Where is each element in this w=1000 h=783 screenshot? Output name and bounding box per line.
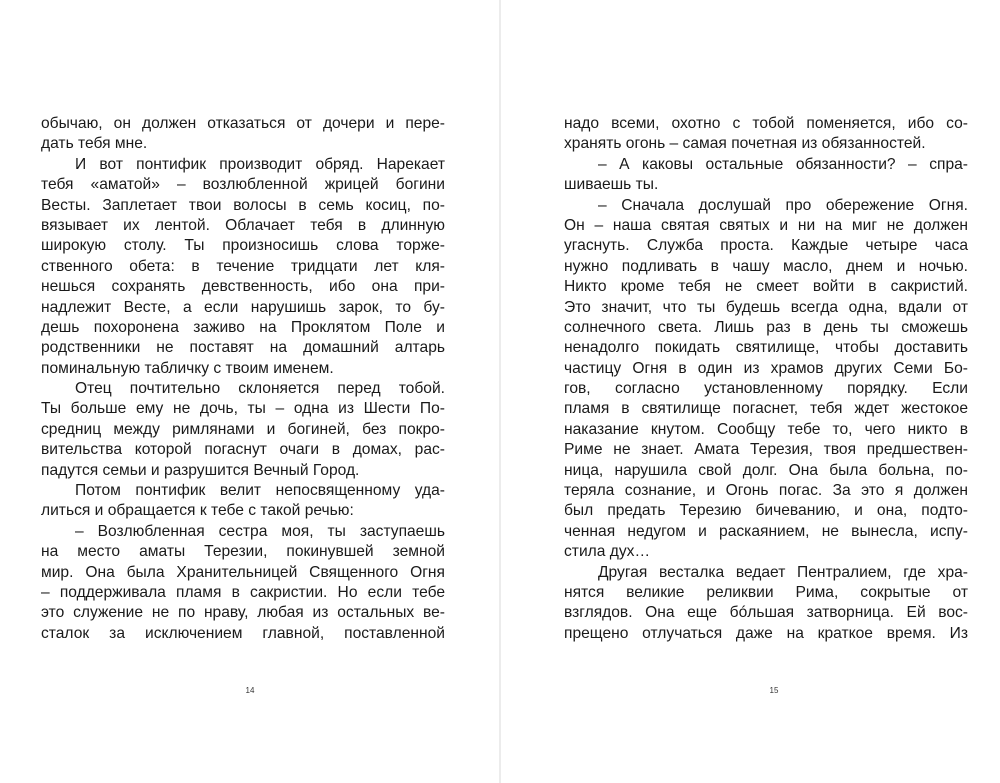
text-line: гов, согласно установленному порядку. Если	[564, 380, 968, 398]
left-page-text	[41, 114, 445, 644]
text-line: хранять огонь – самая почетная из обязанностей.	[564, 135, 926, 153]
text-line: ченная недугом и раскаянием, не вынесла, испу-	[564, 522, 968, 540]
text-line: вязывает их лентой. Облачает тебя в длинную	[41, 216, 445, 234]
text-line: Риме не знает. Амата Терезия, твоя предшествен-	[564, 441, 968, 459]
text-line: Он – наша святая святых и ни на миг не должен	[564, 216, 968, 234]
right-page-text	[564, 114, 968, 644]
text-line: на место аматы Терезии, покинувшей земной	[41, 543, 445, 561]
text-line: широкую столу. Ты произносишь слова торже-	[41, 237, 445, 255]
text-line: Другая весталка ведает Пентралием, где хра-	[598, 563, 968, 581]
text-line: ница, нарушила свой долг. Она была больна, по-	[564, 461, 968, 479]
text-line: стила дух…	[564, 543, 651, 561]
text-line: Это значит, что ты будешь всегда одна, вдали от	[564, 298, 968, 316]
left-page	[0, 0, 499, 783]
text-line: был предать Терезию бичеванию, и она, подто-	[564, 502, 968, 520]
text-line: родственники не поставят на домашний алтарь	[41, 339, 445, 357]
text-line: – А каковы остальные обязанности? – спра-	[598, 155, 968, 173]
text-line: тебя «аматой» – возлюбленной жрицей богини	[41, 176, 445, 194]
text-line: нятся великие реликвии Рима, сокрытые от	[564, 583, 968, 601]
text-line: прещено отлучаться даже на краткое время. Из	[564, 624, 968, 642]
text-line: падутся семьи и разрушится Вечный Город.	[41, 461, 360, 479]
text-line: взглядов. Она еще бóльшая затворница. Ей вос-	[564, 604, 968, 622]
text-line: обычаю, он должен отказаться от дочери и пере-	[41, 115, 445, 132]
right-page-number: 15	[769, 686, 779, 695]
text-line: литься и обращается к тебе с такой речью:	[41, 502, 354, 520]
text-line: шиваешь ты.	[564, 176, 659, 194]
text-line: это служение не по нраву, любая из остальных ве-	[41, 604, 445, 622]
left-page-number: 14	[245, 686, 255, 695]
text-line: Отец почтительно склоняется перед тобой.	[75, 380, 445, 398]
text-line: надо всеми, охотно с тобой поменяется, ибо со-	[564, 115, 968, 132]
text-line: – поддерживала пламя в сакристии. Но если тебе	[41, 583, 445, 601]
text-line: – Сначала дослушай про обережение Огня.	[598, 196, 968, 214]
text-line: ненадолго покидать святилище, чтобы доставить	[564, 339, 968, 357]
text-line: ственного обета: в течение тридцати лет кля-	[41, 257, 445, 275]
text-line: пламя в святилище погаснет, тебя ждет жестокое	[564, 400, 968, 418]
text-line: частицу Огня в один из храмов других Семи Бо-	[564, 359, 968, 377]
text-line: наказание кнутом. Сообщу тебе то, чего никто в	[564, 420, 968, 438]
text-line: мир. Она была Хранительницей Священного Огня	[41, 563, 445, 581]
text-line: дешь похоронена заживо на Проклятом Поле и	[41, 318, 445, 336]
text-line: теряла сознание, и Огонь погас. За это я должен	[564, 482, 968, 500]
text-line: Весты. Заплетает твои волосы в семь косиц, по-	[41, 196, 445, 214]
text-line: сталок за исключением главной, поставленной	[41, 624, 445, 642]
text-line: дать тебя мне.	[41, 135, 148, 153]
text-line: – Возлюбленная сестра моя, ты заступаешь	[75, 522, 445, 540]
text-line: угаснуть. Служба проста. Каждые четыре часа	[564, 237, 968, 255]
text-line: поминальную табличку с твоим именем.	[41, 359, 334, 377]
text-line: вительства которой погаснут очаги в домах, рас-	[41, 441, 445, 459]
text-line: Ты больше ему не дочь, ты – одна из Шести По-	[41, 400, 445, 418]
text-line: нужно подливать в чашу масло, днем и ночью.	[564, 257, 968, 275]
text-line: надлежит Весте, а если нарушишь зарок, то бу-	[41, 298, 445, 316]
text-line: солнечного света. Лишь раз в день ты сможешь	[564, 318, 968, 336]
text-line: И вот понтифик производит обряд. Нарекает	[75, 155, 445, 173]
text-line: Никто кроме тебя не смеет войти в сакристий.	[564, 278, 968, 296]
text-line: нешься сохранять девственность, ибо она при-	[41, 278, 445, 296]
text-line: средниц между римлянами и богиней, без покро-	[41, 420, 445, 438]
right-page	[501, 0, 1000, 783]
text-line: Потом понтифик велит непосвященному уда-	[75, 482, 445, 500]
